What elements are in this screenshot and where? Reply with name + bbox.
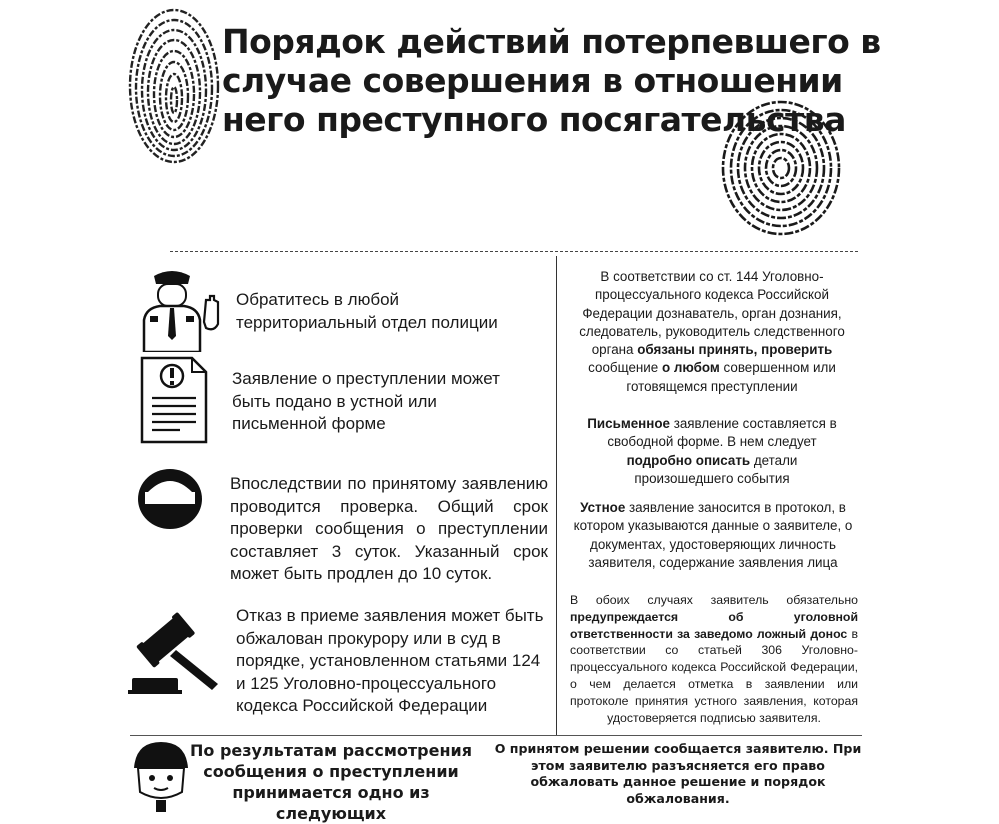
- person-face-icon: [128, 738, 194, 818]
- clock-circle-icon: [135, 466, 205, 532]
- divider: [130, 735, 862, 736]
- gavel-icon: [128, 604, 228, 696]
- bottom-right-text: О принятом решении сообщается заявителю. При этом заявителю разъясняется его право обжаловать данное решение и порядок обжалования.: [494, 741, 862, 806]
- police-officer-icon: [136, 266, 228, 352]
- divider: [556, 256, 557, 736]
- divider: [170, 251, 858, 252]
- info-block-oral-statement: Устное заявление заносится в протокол, в котором указываются данные о заявителе, о документах, удостоверяющих личность заявителя, содержание заявления лица: [573, 500, 853, 570]
- step-3-text: Впоследствии по принятому заявлению проводится проверка. Общий срок проверки сообщения о преступлении составляет 3 суток. Указанный срок может быть продлен до 10 суток.: [230, 474, 548, 583]
- info-block-article-144: В соответствии со ст. 144 Уголовно-процессуального кодекса Российской Федерации дознаватель, орган дознания, следователь, руководитель следственного органа обязаны принять, проверить сообщение о любом совершенном или готовящемся преступлении: [579, 269, 845, 394]
- info-block-written-statement: Письменное заявление составляется в свободной форме. В нем следует подробно описать детали произошедшего события: [587, 416, 837, 486]
- step-4-text: Отказ в приеме заявления может быть обжалован прокурору или в суд в порядке, установленном статьями 124 и 125 Уголовно-процессуального кодекса Российской Федерации: [236, 606, 544, 715]
- bottom-left-text: По результатам рассмотрения сообщения о преступлении принимается одно из следующих: [189, 741, 472, 823]
- step-2-text: Заявление о преступлении может быть подано в устной или письменной форме: [232, 369, 500, 433]
- step-1-text: Обратитесь в любой территориальный отдел полиции: [236, 290, 498, 332]
- fingerprint-icon: [124, 4, 224, 168]
- document-warning-icon: [138, 354, 210, 446]
- page-title: Порядок действий потерпевшего в случае совершения в отношении него преступного посягательства: [222, 22, 881, 139]
- info-block-false-report-warning: В обоих случаях заявитель обязательно предупреждается об уголовной ответственности за заведомо ложный донос в соответствии со статьей 306 Уголовно-процессуального кодекса Российской Федерации, о чем делается отметка в заявлении или протоколе принятия устного заявления, которая удостоверяется подписью заявителя.: [570, 593, 859, 725]
